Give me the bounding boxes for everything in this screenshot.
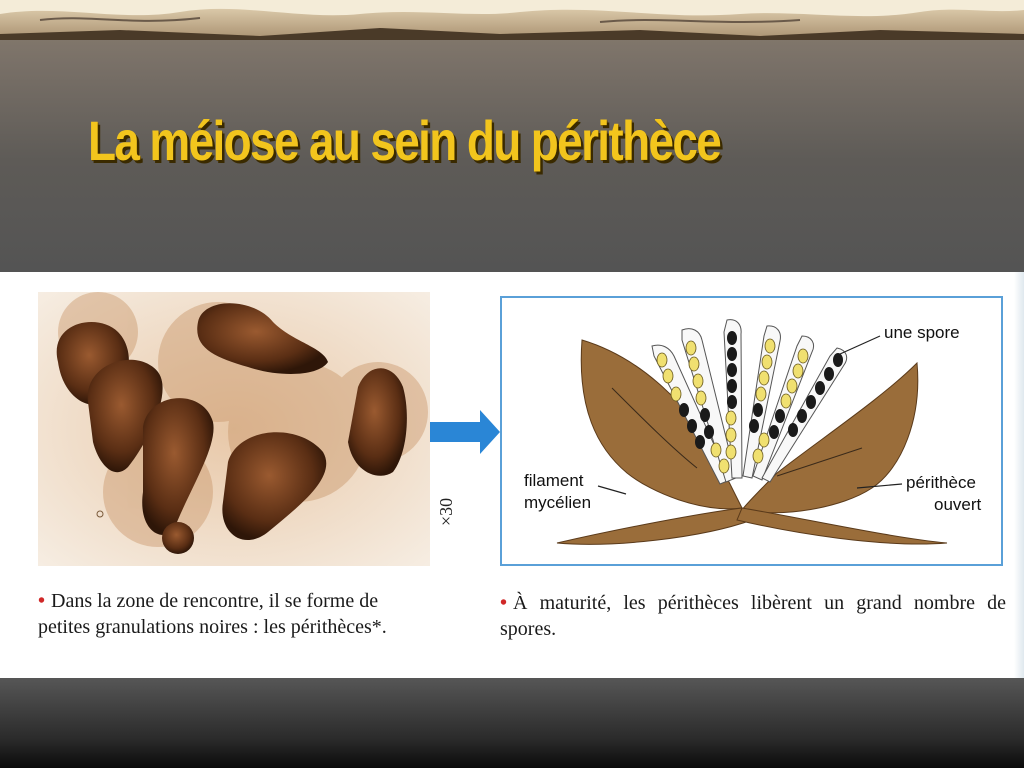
- right-caption-text: À maturité, les périthèces libèrent un grand nombre de spores.: [500, 592, 1006, 640]
- perithecia-micrograph: [38, 292, 430, 566]
- decorative-top-band: [0, 0, 1024, 40]
- perithece-label-line2: ouvert: [934, 495, 982, 514]
- perithecium-diagram: [500, 296, 1003, 566]
- filament-label-line1: filament: [524, 471, 584, 490]
- left-caption-text: Dans la zone de rencontre, il se forme de petites granulations noires : les périthèces*.: [38, 590, 387, 638]
- arrow-right-icon: [430, 408, 502, 456]
- bullet-icon: •: [38, 590, 46, 612]
- page-edge: [1014, 272, 1024, 678]
- bullet-icon: •: [500, 592, 508, 614]
- right-caption: [500, 590, 1006, 642]
- slide-title: La méiose au sein du périthèce: [88, 109, 721, 172]
- perithece-label-line1: périthèce: [906, 473, 976, 492]
- left-caption: [38, 588, 434, 640]
- filament-label-line2: mycélien: [524, 493, 592, 512]
- magnification-label: ×30: [436, 497, 456, 526]
- figure-panel: [0, 272, 1024, 678]
- spore-label: une spore: [884, 323, 960, 342]
